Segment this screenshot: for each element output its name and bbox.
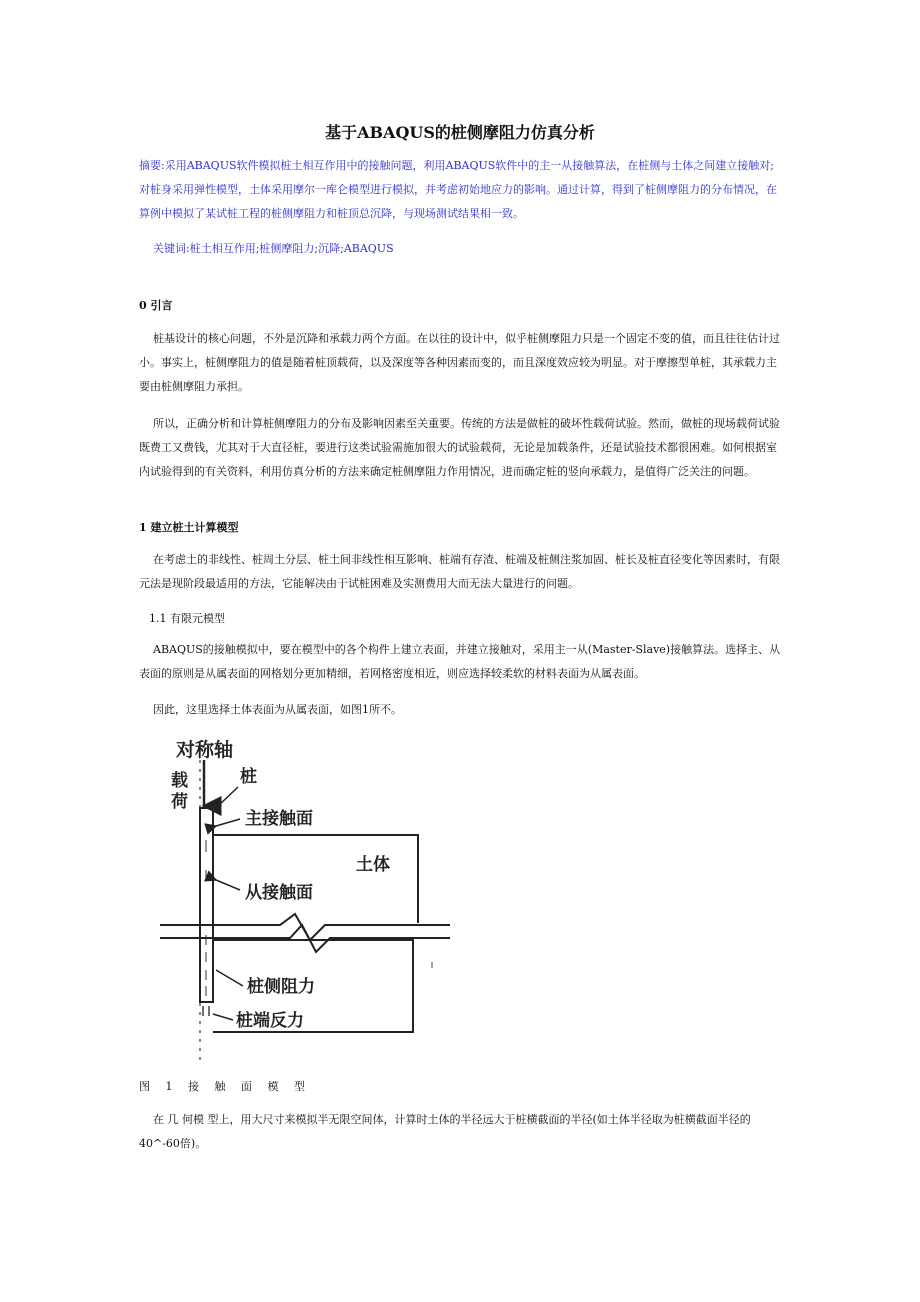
keywords: 关键词:桩土相互作用;桩侧摩阻力;沉降;ABAQUS bbox=[153, 242, 394, 255]
section-1-paragraph-1: 在考虑土的非线性、桩周土分层、桩土间非线性相互影响、桩端有存渣、桩端及桩侧注浆加固、桩长及桩直径变化等因素时，有限元法是现阶段最适用的方法，它能解决由于试桩困难及实测费用大而无法大量进行的问题。 bbox=[139, 553, 780, 590]
soil-label: 土体 bbox=[356, 855, 390, 875]
axis-label: 对称轴 bbox=[176, 739, 234, 761]
paper-title: 基于ABAQUS的桩侧摩阻力仿真分析 bbox=[325, 123, 595, 142]
break-line-lower bbox=[160, 925, 450, 952]
slave-surface-leader bbox=[216, 880, 240, 890]
tip-reaction-label: 桩端反力 bbox=[236, 1011, 304, 1031]
section-1-paragraph-3: 因此，这里选择土体表面为从属表面，如图1所不。 bbox=[153, 703, 402, 716]
section-1-heading: 1 建立桩土计算模型 bbox=[139, 521, 239, 534]
slave-surface-label: 从接触面 bbox=[245, 883, 313, 903]
master-surface-leader bbox=[216, 819, 240, 826]
section-0-paragraph-1: 桩基设计的核心问题，不外是沉降和承载力两个方面。在以往的设计中，似乎桩侧摩阻力只是一个固定不变的值，而且往往估计过小。事实上，桩侧摩阻力的值是随着桩顶载荷，以及深度等各种因素而变的，而且深度效应较为明显。对于摩擦型单桩，其承载力主要由桩侧摩阻力承担。 bbox=[139, 332, 780, 393]
closing-paragraph: 在 几 何模 型上，用大尺寸来模拟半无限空间体，计算时土体的半径远大于桩横截面的半径(如土体半径取为桩横截面半径的40^-60倍)。 bbox=[139, 1113, 751, 1150]
tip-reaction-leader bbox=[213, 1014, 233, 1020]
pile-leader bbox=[216, 787, 238, 808]
abstract: 摘要:采用ABAQUS软件模拟桩土相互作用中的接触问题，利用ABAQUS软件中的主一从接触算法，在桩侧与土体之间建立接触对;对桩身采用弹性模型，土体采用摩尔一库仑模型进行模拟，并考虑初始地应力的影响。通过计算，得到了桩侧摩阻力的分布情况，在算例中模拟了某试桩工程的桩侧摩阻力和桩顶总沉降，与现场测试结果相一致。 bbox=[139, 159, 777, 220]
pile-label: 桩 bbox=[240, 767, 257, 787]
figure-caption: 图 1 接 触 面 模 型 bbox=[139, 1080, 311, 1093]
side-resistance-leader bbox=[216, 970, 243, 986]
break-line-upper bbox=[160, 914, 450, 940]
soil-boundary-upper bbox=[213, 835, 418, 923]
load-label-1: 载 bbox=[171, 771, 188, 791]
section-1-paragraph-2: ABAQUS的接触模拟中，要在模型中的各个构件上建立表面，并建立接触对，采用主一从(Master-Slave)接触算法。选择主、从表面的原则是从属表面的网格划分更加精细，若网格密度相近，则应选择较柔软的材料表面为从属表面。 bbox=[139, 643, 781, 680]
contact-surface-diagram bbox=[150, 730, 460, 1065]
tip-reaction-arrows bbox=[203, 1006, 209, 1016]
section-0-heading: 0 引言 bbox=[139, 299, 173, 312]
master-surface-label: 主接触面 bbox=[245, 809, 313, 829]
section-0-paragraph-2: 所以，正确分析和计算桩侧摩阻力的分布及影响因素至关重要。传统的方法是做桩的破坏性载荷试验。然而，做桩的现场载荷试验既费工又费钱，尤其对于大直径桩，要进行这类试验需施加很大的试验载荷，无论是加载条件，还是试验技术都很困难。如何根据室内试验得到的有关资料，利用仿真分析的方法来确定桩侧摩阻力作用情况，进而确定桩的竖向承载力，是值得广泛关注的问题。 bbox=[139, 417, 780, 478]
load-label-2: 荷 bbox=[171, 792, 188, 812]
side-resistance-label: 桩侧阻力 bbox=[247, 977, 315, 997]
subsection-1-1-heading: 1.1 有限元模型 bbox=[149, 612, 225, 625]
